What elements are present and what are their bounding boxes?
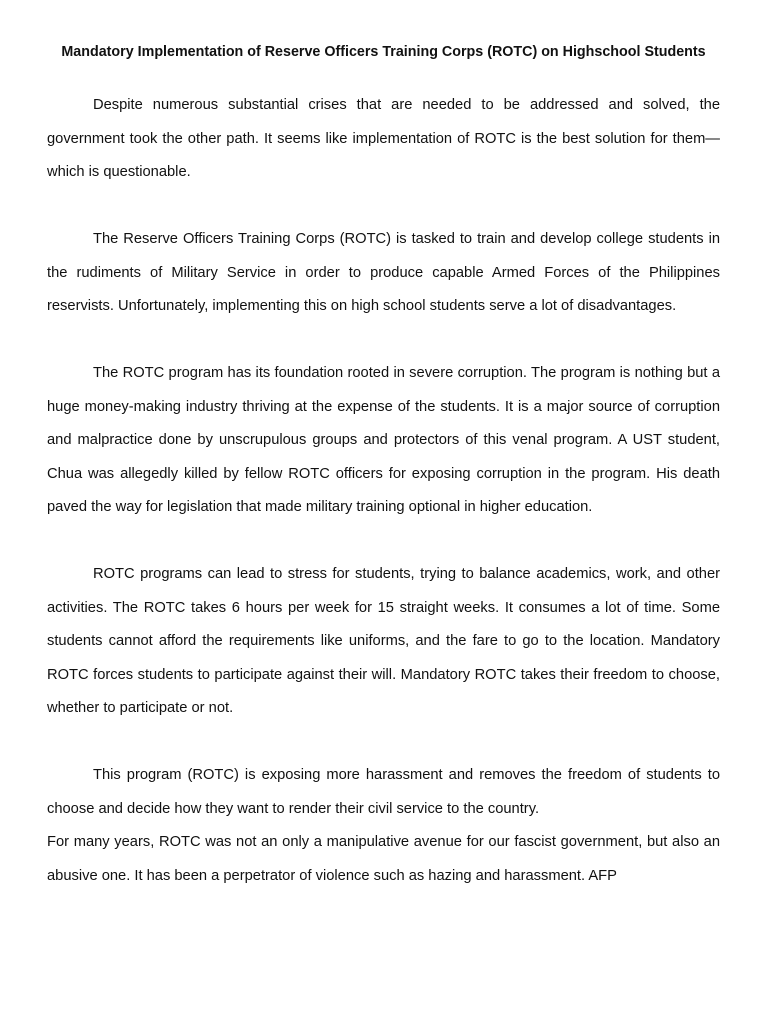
paragraph-rotc-definition: The Reserve Officers Training Corps (ROTC) is tasked to train and develop college students in the rudiments of Military Service in order to produce capable Armed Forces of the Philippines reservists. Unfortunately, implementing this on high school students serve a lot of disadvantages. [47, 231, 720, 314]
paragraph-abuse: For many years, ROTC was not an only a manipulative avenue for our fascist government, but also an abusive one. It has been a perpetrator of violence such as hazing and harassment. AFP [47, 834, 720, 884]
paragraph-corruption: The ROTC program has its foundation rooted in severe corruption. The program is nothing but a huge money-making industry thriving at the expense of the students. It is a major source of corruption and malpractice done by unscrupulous groups and protectors of this venal program. A UST student, Chua was allegedly killed by fellow ROTC officers for exposing corruption in the program. His death paved the way for legislation that made military training optional in higher education. [47, 365, 720, 515]
paragraph-stress: ROTC programs can lead to stress for students, trying to balance academics, work, and other activities. The ROTC takes 6 hours per week for 15 straight weeks. It consumes a lot of time. Some students cannot afford the requirements like uniforms, and the fare to go to the location. Mandatory ROTC forces students to participate against their will. Mandatory ROTC takes their freedom to choose, whether to participate or not. [47, 566, 720, 716]
paragraph-spacer [47, 525, 720, 559]
paragraph-spacer [47, 726, 720, 760]
paragraph-harassment: This program (ROTC) is exposing more harassment and removes the freedom of students to choose and decide how they want to render their civil service to the country. [47, 767, 720, 817]
paragraph-intro: Despite numerous substantial crises that are needed to be addressed and solved, the government took the other path. It seems like implementation of ROTC is the best solution for them— which is questionable. [47, 97, 720, 180]
document-title: Mandatory Implementation of Reserve Officers Training Corps (ROTC) on Highschool Students [61, 44, 706, 60]
paragraph-spacer [47, 190, 720, 224]
paragraph-spacer [47, 324, 720, 358]
